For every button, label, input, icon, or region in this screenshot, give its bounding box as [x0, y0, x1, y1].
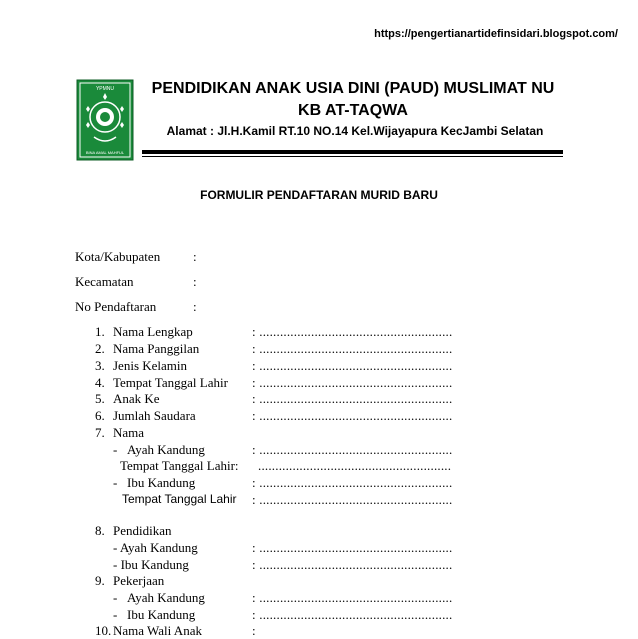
meta-sep: :: [193, 299, 197, 314]
item-label: Nama Wali Anak: [113, 623, 202, 638]
item-nama: [95, 425, 144, 441]
logo-top-text: YPMNU: [95, 86, 115, 92]
subitem-ayah-kandung: [113, 442, 205, 458]
header-rule-thick: [142, 150, 563, 154]
subitem-pekerjaan-ibu: [113, 607, 195, 623]
item-label: Pekerjaan: [113, 573, 165, 588]
item-label: Nama: [113, 425, 145, 440]
item-field[interactable]: ........................................................: [258, 458, 452, 473]
item-field[interactable]: : ........................................................: [252, 607, 453, 622]
item-label: Anak Ke: [113, 391, 160, 406]
item-field[interactable]: : ........................................................: [252, 391, 453, 406]
item-tempat-tanggal-lahir: [95, 375, 228, 391]
item-field[interactable]: : ........................................................: [252, 557, 453, 572]
meta-kecamatan: [75, 274, 197, 290]
item-number: 1.: [95, 324, 105, 339]
item-number: 4.: [95, 375, 105, 390]
subitem-ibu-kandung: [113, 475, 195, 491]
item-label: Pendidikan: [113, 523, 172, 538]
item-number: 5.: [95, 391, 105, 406]
item-field[interactable]: : ........................................................: [252, 408, 453, 423]
meta-sep: :: [193, 274, 197, 289]
item-number: 6.: [95, 408, 105, 423]
meta-label: Kota/Kabupaten: [75, 249, 161, 264]
item-field[interactable]: : ........................................................: [252, 590, 453, 605]
subitem-pendidikan-ayah: - Ayah Kandung: [113, 540, 198, 555]
item-field[interactable]: : ........................................................: [252, 358, 453, 373]
item-nama-panggilan: [95, 341, 199, 357]
item-number: 7.: [95, 425, 105, 440]
item-pendidikan: [95, 523, 172, 539]
sub-prefix: -: [113, 442, 118, 457]
item-number: 2.: [95, 341, 105, 356]
meta-kota: [75, 249, 197, 265]
sub-label: Ayah Kandung: [127, 590, 205, 605]
item-label: Nama Panggilan: [113, 341, 200, 356]
item-number: 3.: [95, 358, 105, 373]
item-number: 10.: [95, 623, 112, 638]
item-field[interactable]: : ........................................................: [252, 442, 453, 457]
item-number: 8.: [95, 523, 105, 538]
meta-label: Kecamatan: [75, 274, 134, 289]
logo-bottom-text: BINA AMAL MAHFUL: [85, 150, 125, 155]
item-field[interactable]: : ........................................................: [252, 492, 453, 507]
meta-label: No Pendaftaran: [75, 299, 157, 314]
item-nama-lengkap: [95, 324, 193, 340]
item-label: Nama Lengkap: [113, 324, 193, 339]
item-field[interactable]: : ........................................................: [252, 324, 453, 339]
item-anak-ke: [95, 391, 160, 407]
school-title: [148, 78, 558, 122]
item-nama-wali: [95, 623, 202, 639]
form-title: FORMULIR PENDAFTARAN MURID BARU: [200, 188, 438, 202]
item-pekerjaan: [95, 573, 164, 589]
header-rule-thin: [142, 156, 563, 157]
item-jumlah-saudara: [95, 408, 196, 424]
item-field[interactable]: : ........................................................: [252, 475, 453, 490]
item-field[interactable]: : ........................................................: [252, 375, 453, 390]
item-label: Tempat Tanggal Lahir: [113, 375, 228, 390]
item-label: Jenis Kelamin: [113, 358, 188, 373]
sub-prefix: -: [113, 475, 118, 490]
source-url[interactable]: https://pengertianartidefinsidari.blogspot.com/: [374, 28, 618, 40]
subitem-ttl-ayah: Tempat Tanggal Lahir:: [120, 458, 239, 473]
sub-label: Ibu Kandung: [127, 607, 196, 622]
subitem-ttl-ibu: Tempat Tanggal Lahir: [122, 492, 237, 506]
school-address: Alamat : Jl.H.Kamil RT.10 NO.14 Kel.Wijayapura KecJambi Selatan: [166, 124, 544, 138]
item-field[interactable]: : ........................................................: [252, 341, 453, 356]
subitem-pekerjaan-ayah: [113, 590, 205, 606]
title-line-1: PENDIDIKAN ANAK USIA DINI (PAUD) MUSLIMAT NU: [151, 80, 555, 97]
subitem-pendidikan-ibu: - Ibu Kandung: [113, 557, 189, 572]
item-jenis-kelamin: [95, 358, 187, 374]
sub-prefix: -: [113, 607, 118, 622]
sub-prefix: -: [113, 590, 118, 605]
item-label: Jumlah Saudara: [113, 408, 196, 423]
item-field[interactable]: : ........................................................: [252, 540, 453, 555]
title-line-2: KB AT-TAQWA: [298, 102, 408, 119]
sub-label: Ayah Kandung: [127, 442, 205, 457]
organization-logo: [76, 79, 134, 161]
meta-no-pendaftaran: [75, 299, 197, 315]
sub-label: Ibu Kandung: [127, 475, 196, 490]
meta-sep: :: [193, 249, 197, 264]
item-number: 9.: [95, 573, 105, 588]
item-field[interactable]: :: [252, 623, 256, 638]
